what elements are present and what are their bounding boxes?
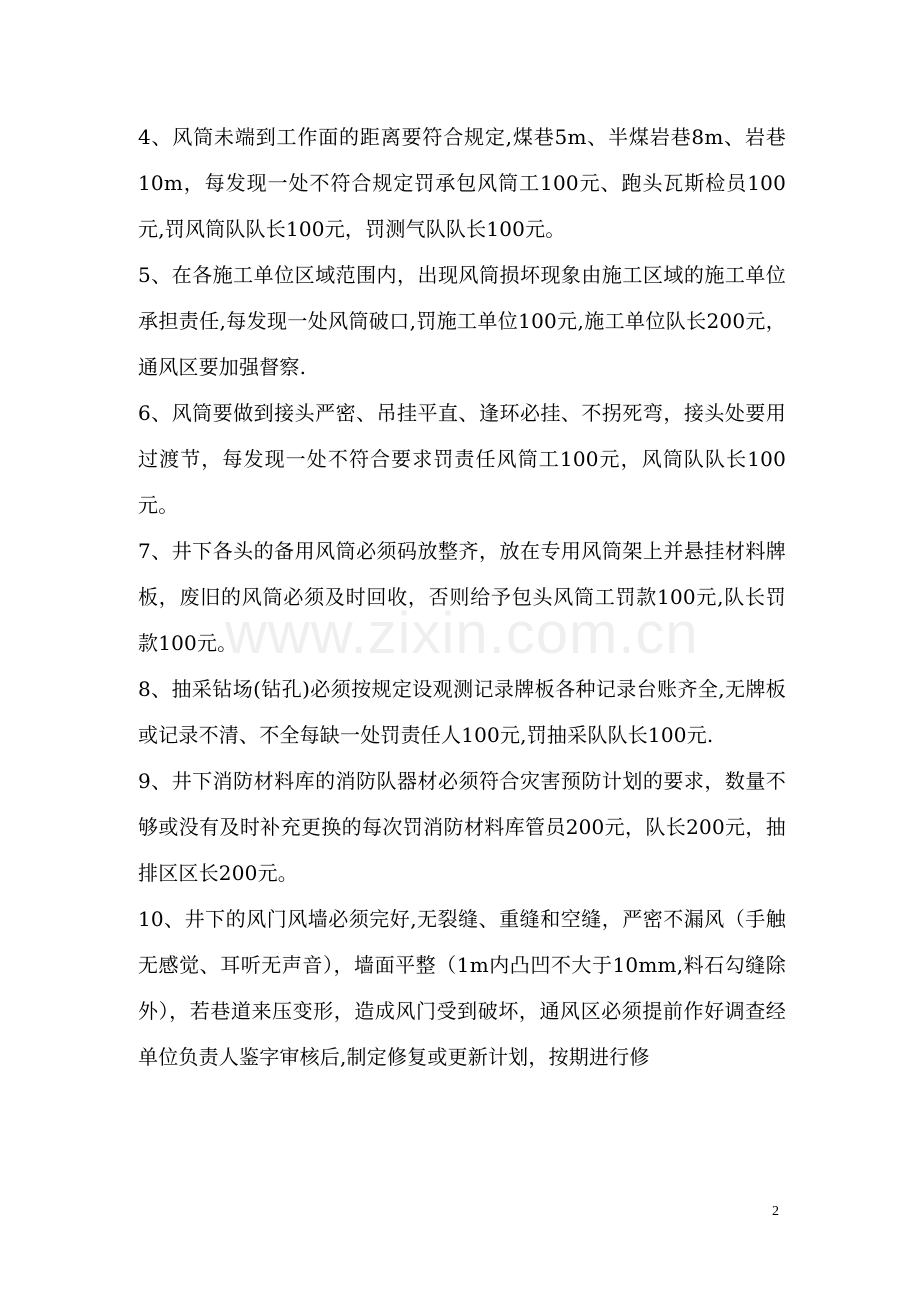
paragraph-item-10: 10、井下的风门风墙必须完好,无裂缝、重缝和空缝，严密不漏风（手触无感觉、耳听无声音），墙面平整（1m内凸凹不大于10mm,料石勾缝除外），若巷道来压变形，造成风门受到破坏，通风区必须提前作好调查经单位负责人鉴字审核后,制定修复或更新计划，按期进行修 — [138, 907, 786, 1069]
paragraph-item-8: 8、抽采钻场(钻孔)必须按规定设观测记录牌板各种记录台账齐全,无牌板或记录不清、不全每缺一处罚责任人100元,罚抽采队队长100元. — [138, 677, 786, 747]
paragraph-item-6: 6、风筒要做到接头严密、吊挂平直、逢环必挂、不拐死弯，接头处要用过渡节，每发现一处不符合要求罚责任风筒工100元，风筒队队长100元。 — [138, 401, 786, 517]
paragraph-item-4: 4、风筒未端到工作面的距离要符合规定,煤巷5m、半煤岩巷8m、岩巷10m，每发现一处不符合规定罚承包风筒工100元、跑头瓦斯检员100元,罚风筒队队长100元，罚测气队队长100元。 — [138, 125, 786, 241]
paragraph-item-7: 7、井下各头的备用风筒必须码放整齐，放在专用风筒架上并悬挂材料牌板，废旧的风筒必须及时回收，否则给予包头风筒工罚款100元,队长罚款100元。 — [138, 539, 786, 655]
paragraph-item-5: 5、在各施工单位区域范围内，出现风筒损坏现象由施工区域的施工单位承担责任,每发现一处风筒破口,罚施工单位100元,施工单位队长200元，通风区要加强督察. — [138, 263, 786, 379]
page-number: 2 — [772, 1204, 779, 1219]
watermark-text: www.zixin.com.cn — [225, 601, 699, 666]
document-body — [138, 114, 786, 1080]
paragraph-item-9: 9、井下消防材料库的消防队器材必须符合灾害预防计划的要求，数量不够或没有及时补充更换的每次罚消防材料库管员200元，队长200元，抽排区区长200元。 — [138, 769, 786, 885]
